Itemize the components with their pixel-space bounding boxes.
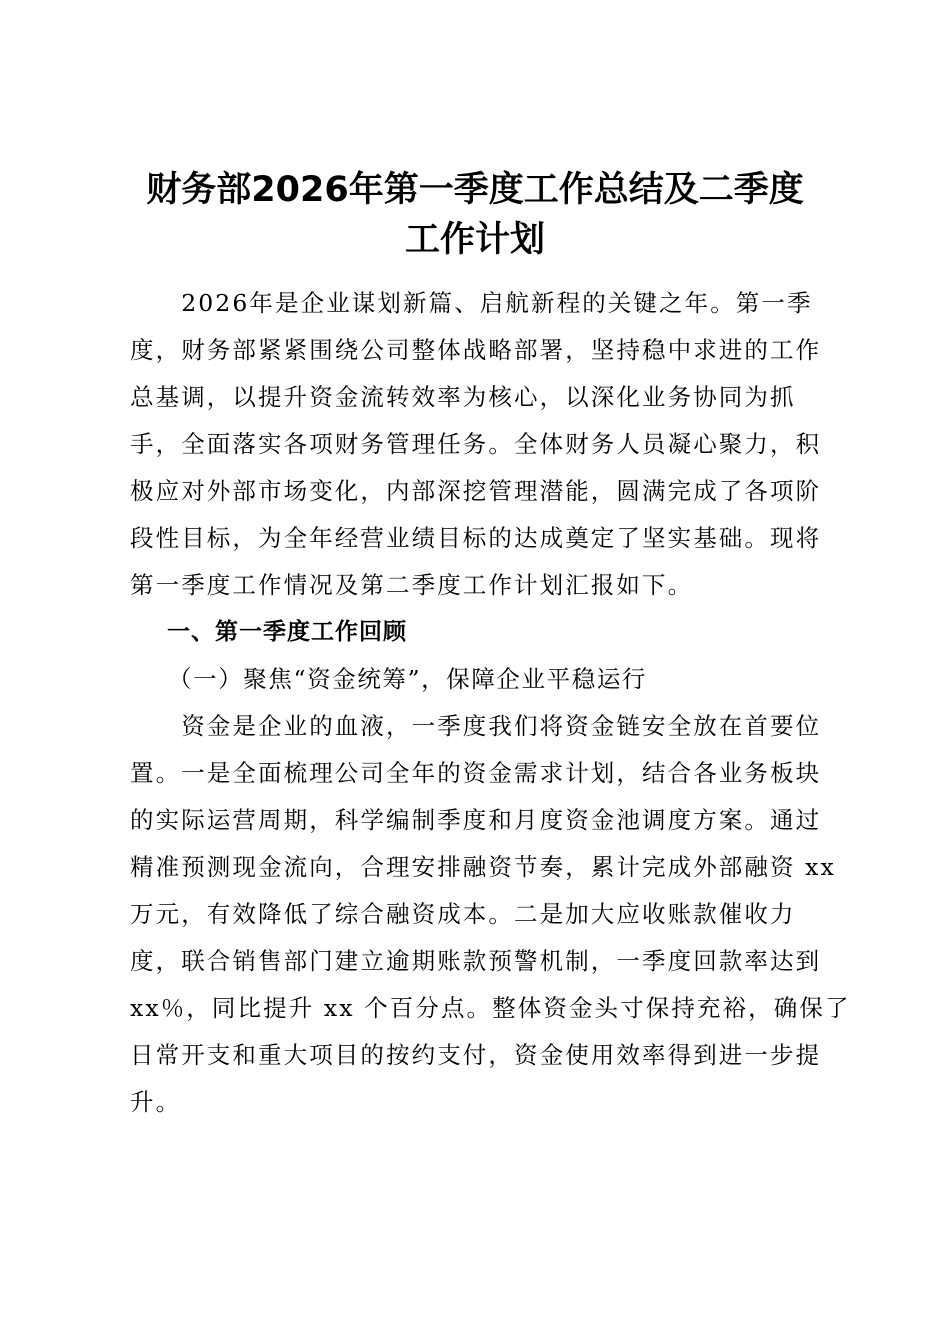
intro-line-5: 极应对外部市场变化，内部深挖管理潜能，圆满完成了各项阶 (130, 477, 822, 505)
subsection-1-heading: （一）聚焦“资金统筹”，保障企业平稳运行 (168, 665, 648, 693)
sub1-line-9: 升。 (130, 1088, 182, 1116)
sub1-line-5: 万元，有效降低了综合融资成本。二是加大应收账款催收力 (130, 900, 796, 928)
intro-line-3: 总基调，以提升资金流转效率为核心，以深化业务协同为抓 (130, 383, 796, 411)
intro-line-1: 2026年是企业谋划新篇、启航新程的关键之年。第一季 (130, 289, 813, 317)
sub1-line-1: 资金是企业的血液，一季度我们将资金链安全放在首要位 (130, 712, 822, 740)
intro-line-2: 度，财务部紧紧围绕公司整体战略部署，坚持稳中求进的工作 (130, 336, 822, 364)
document-title (100, 165, 850, 265)
sub1-line-3: 的实际运营周期，科学编制季度和月度资金池调度方案。通过 (130, 806, 822, 834)
intro-line-7: 第一季度工作情况及第二季度工作计划汇报如下。 (130, 571, 694, 599)
sub1-line-2: 置。一是全面梳理公司全年的资金需求计划，结合各业务板块 (130, 759, 822, 787)
section-1-heading: 一、第一季度工作回顾 (167, 619, 407, 645)
title-line-2: 工作计划 (404, 220, 545, 260)
sub1-line-7: xx％，同比提升 xx 个百分点。整体资金头寸保持充裕，确保了 (130, 994, 851, 1022)
intro-line-6: 段性目标，为全年经营业绩目标的达成奠定了坚实基础。现将 (130, 524, 822, 552)
intro-line-4: 手，全面落实各项财务管理任务。全体财务人员凝心聚力，积 (130, 430, 822, 458)
title-line-1: 财务部2026年第一季度工作总结及二季度 (146, 170, 804, 210)
sub1-line-6: 度，联合销售部门建立逾期账款预警机制，一季度回款率达到 (130, 947, 822, 975)
sub1-line-4: 精准预测现金流向，合理安排融资节奏，累计完成外部融资 xx (130, 853, 836, 881)
sub1-line-8: 日常开支和重大项目的按约支付，资金使用效率得到进一步提 (130, 1041, 822, 1069)
